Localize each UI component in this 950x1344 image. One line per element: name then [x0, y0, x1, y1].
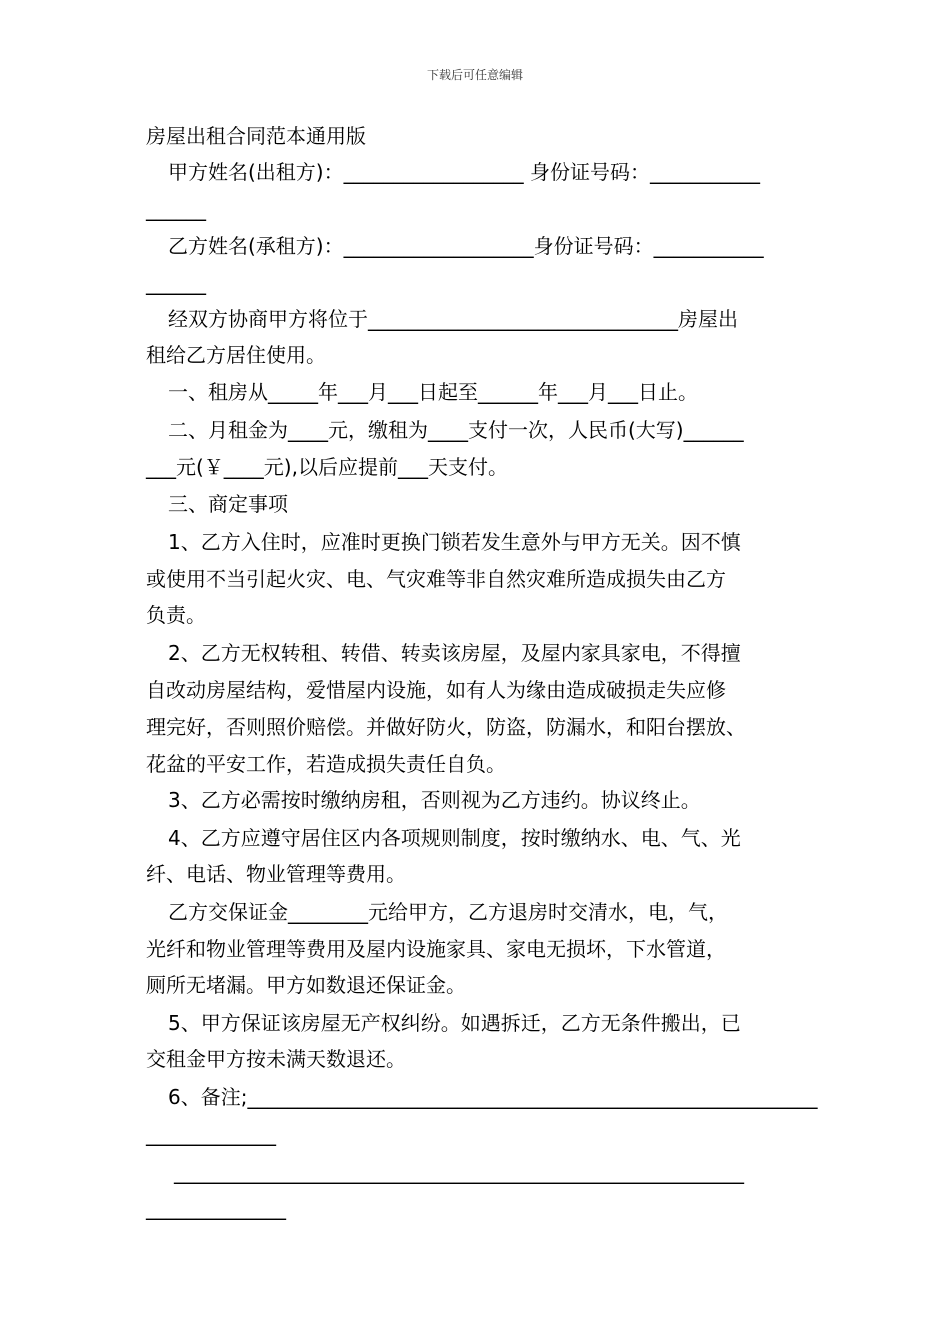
line-clause-4: 4、乙方应遵守居住区内各项规则制度，按时缴纳水、电、气、光 — [168, 826, 741, 850]
line-location-cont: 租给乙方居住使用。 — [146, 343, 326, 367]
line-clause-3: 3、乙方必需按时缴纳房租，否则视为乙方违约。协议终止。 — [168, 788, 701, 812]
line-deposit-cont: 光纤和物业管理等费用及屋内设施家具、家电无损坏，下水管道， — [146, 937, 726, 961]
line-party-a-name: 甲方姓名(出租方)：__________________ 身份证号码：___________ — [168, 160, 760, 184]
line-section-three: 三、商定事项 — [168, 492, 288, 516]
line-clause-1-cont: 或使用不当引起火灾、电、气灾难等非自然灾难所造成损失由乙方 — [146, 567, 726, 591]
line-clause-2-cont: 自改动房屋结构，爱惜屋内设施，如有人为缘由造成破损走失应修 — [146, 678, 726, 702]
line-remarks-blank-cont: ______________ — [146, 1196, 286, 1220]
line-clause-2-cont2: 理完好，否则照价赔偿。并做好防火，防盗，防漏水，和阳台摆放、 — [146, 715, 746, 739]
line-remarks-blank: _________________________________________________________ — [174, 1160, 744, 1184]
line-clause-5-cont: 交租金甲方按未满天数退还。 — [146, 1047, 406, 1071]
line-rent: 二、月租金为____元，缴租为____支付一次，人民币(大写)______ — [168, 418, 744, 442]
line-remarks-cont: _____________ — [146, 1122, 276, 1146]
line-party-b-name: 乙方姓名(承租方)：___________________身份证号码：___________ — [168, 234, 764, 258]
line-clause-5: 5、甲方保证该房屋无产权纠纷。如遇拆迁，乙方无条件搬出，已 — [168, 1011, 741, 1035]
line-location: 经双方协商甲方将位于_______________________________房屋出 — [168, 307, 738, 331]
line-remarks: 6、备注;_________________________________________________________ — [168, 1085, 818, 1109]
line-deposit: 乙方交保证金________元给甲方，乙方退房时交清水，电，气， — [168, 900, 728, 924]
line-rent-cont: ___元(￥____元),以后应提前___天支付。 — [146, 455, 508, 479]
line-term: 一、租房从_____年___月___日起至______年___月___日止。 — [168, 380, 698, 404]
line-deposit-end: 厕所无堵漏。甲方如数退还保证金。 — [146, 973, 466, 997]
line-clause-4-cont: 纤、电话、物业管理等费用。 — [146, 862, 406, 886]
page-header: 下载后可任意编辑 — [426, 68, 523, 82]
line-clause-2-end: 花盆的平安工作，若造成损失责任自负。 — [146, 752, 506, 776]
document-title: 房屋出租合同范本通用版 — [146, 124, 366, 148]
line-clause-1: 1、乙方入住时，应准时更换门锁若发生意外与甲方无关。因不慎 — [168, 530, 741, 554]
line-clause-1-end: 负责。 — [146, 603, 206, 627]
line-party-b-id-cont: ______ — [146, 271, 206, 295]
line-party-a-id-cont: ______ — [146, 197, 206, 221]
line-clause-2: 2、乙方无权转租、转借、转卖该房屋，及屋内家具家电，不得擅 — [168, 641, 741, 665]
